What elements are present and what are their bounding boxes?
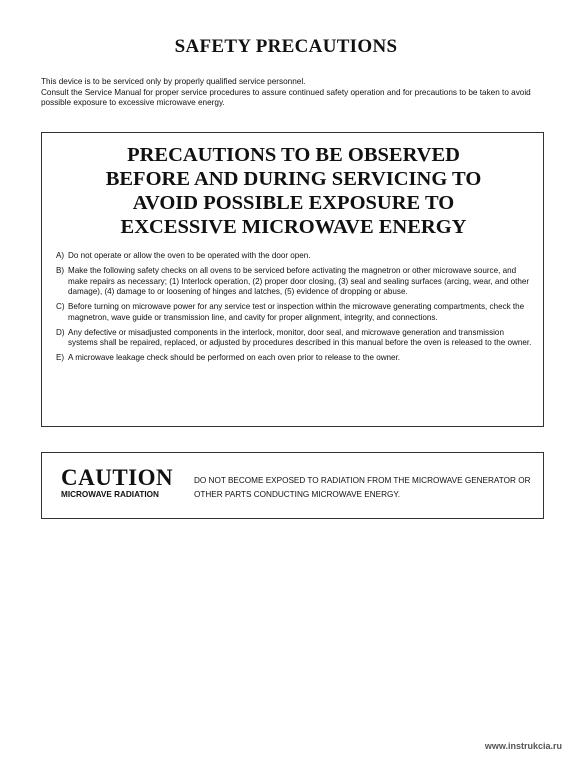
intro-line-1: This device is to be serviced only by properly qualified service personnel. xyxy=(41,77,306,86)
item-letter: A) xyxy=(56,251,65,260)
item-letter: B) xyxy=(56,265,65,275)
precaution-item xyxy=(56,328,534,349)
item-text: Any defective or misadjusted components in the interlock, monitor, door seal, and microwave generation and transmission systems shall be repaired, replaced, or adjusted by procedures described in this manual before the oven is released to the owner. xyxy=(68,327,532,348)
precautions-heading-line: BEFORE AND DURING SERVICING TO xyxy=(105,168,482,190)
caution-subtitle: MICROWAVE RADIATION xyxy=(61,490,159,499)
item-text: Do not operate or allow the oven to be operated with the door open. xyxy=(68,251,311,260)
intro-text xyxy=(41,77,546,109)
item-letter: E) xyxy=(56,353,65,363)
item-letter: C) xyxy=(56,302,65,312)
intro-line-2: Consult the Service Manual for proper service procedures to assure continued safety operation and for precautions to be taken to avoid possible exposure to excessive microwave energy. xyxy=(41,87,531,108)
precautions-heading-line: PRECAUTIONS TO BE OBSERVED xyxy=(127,144,460,166)
caution-title: CAUTION xyxy=(61,465,174,490)
precautions-heading-line: AVOID POSSIBLE EXPOSURE TO xyxy=(132,192,455,214)
precaution-item xyxy=(56,251,534,262)
item-text: Make the following safety checks on all ovens to be serviced before activating the magnetron or other microwave source, and make repairs as necessary; (1) Interlock operation, (2) proper door closing, (3) seal and sealing surfaces (arcing, wear, and other damage), (4) damage to or loosening of hinges and latches, (5) evidence of dropping or abuse. xyxy=(68,265,530,297)
precaution-item xyxy=(56,302,534,323)
caution-box xyxy=(41,452,544,519)
precaution-item xyxy=(56,266,534,298)
item-text: A microwave leakage check should be performed on each oven prior to release to the owner. xyxy=(68,353,401,363)
precautions-heading xyxy=(42,143,545,239)
precaution-item xyxy=(56,353,534,364)
precautions-heading-line: EXCESSIVE MICROWAVE ENERGY xyxy=(120,216,467,238)
caution-message: DO NOT BECOME EXPOSED TO RADIATION FROM THE MICROWAVE GENERATOR OR OTHER PARTS CONDUCTING MICROWAVE ENERGY. xyxy=(194,476,531,499)
item-text: Before turning on microwave power for any service test or inspection within the microwave generating compartments, check the magnetron, wave guide or transmission line, and cavity for proper alignment, integrity, and connections. xyxy=(68,302,525,322)
footer-url: www.instrukcia.ru xyxy=(484,741,562,751)
item-letter: D) xyxy=(56,327,65,337)
precautions-box xyxy=(41,132,544,427)
page-title: SAFETY PRECAUTIONS xyxy=(174,36,398,57)
precautions-list xyxy=(56,251,534,368)
